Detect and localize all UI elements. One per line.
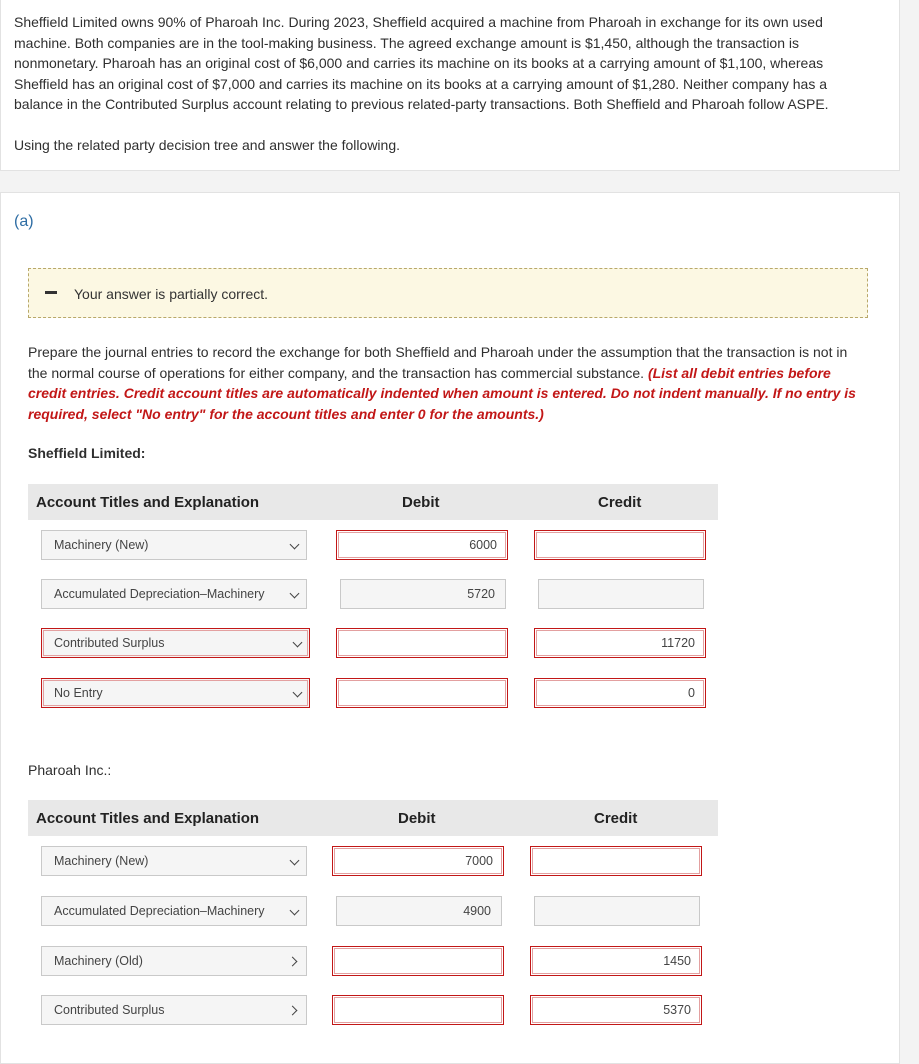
table-header [28,800,718,836]
header-credit: Credit [594,810,638,827]
chevron-right-icon [288,957,298,967]
debit-input[interactable]: 6000 [336,530,508,560]
account-select[interactable]: No Entry [41,678,310,708]
question-instructions [28,342,858,424]
chevron-down-icon [290,856,300,866]
credit-input[interactable]: 1450 [530,946,702,976]
debit-input[interactable]: 5720 [340,579,506,609]
account-select[interactable]: Accumulated Depreciation–Machinery [41,896,307,926]
header-debit: Debit [402,494,440,511]
debit-input[interactable]: 7000 [332,846,504,876]
part-label: (a) [14,213,34,230]
chevron-down-icon [290,540,300,550]
instruction-using: Using the related party decision tree and answer the following. [14,137,400,153]
table-header [28,484,718,520]
header-account: Account Titles and Explanation [36,494,260,511]
header-account: Account Titles and Explanation [36,810,260,827]
chevron-down-icon [293,688,303,698]
problem-text: Sheffield Limited owns 90% of Pharoah Inc. During 2023, Sheffield acquired a machine from Pharoah in exchange for its own used machine. Both companies are in the tool-making business. The agreed exchange amount is $1,450, although the transaction is nonmonetary. Pharoah has an original cost of $6,000 and carries its machine on its books at a carrying amount of $1,100, whereas Sheffield has an original cost of $7,000 and carries its machine on its books at a carrying amount of $1,280. Neither company has a balance in the Contributed Surplus account relating to previous related-party transactions. Both Sheffield and Pharoah follow ASPE. [14,14,829,113]
account-select[interactable]: Contributed Surplus [41,628,310,658]
account-select[interactable]: Machinery (New) [41,530,307,560]
chevron-right-icon [288,1006,298,1016]
chevron-down-icon [290,589,300,599]
chevron-down-icon [293,638,303,648]
feedback-text: Your answer is partially correct. [74,286,269,302]
credit-input[interactable] [538,579,704,609]
account-select[interactable]: Machinery (Old) [41,946,307,976]
credit-input[interactable]: 11720 [534,628,706,658]
feedback-box [28,268,868,318]
partial-correct-icon [45,291,57,294]
debit-input[interactable]: 4900 [336,896,502,926]
credit-input[interactable]: 0 [534,678,706,708]
instructions-main: Prepare the journal entries to record the exchange for both Sheffield and Pharoah under the assumption that the transaction is not in the normal course of operations for either company, and the transaction has commercial substance. [28,344,848,381]
company-label-pharoah: Pharoah Inc.: [28,762,112,778]
debit-input[interactable] [336,628,508,658]
debit-input[interactable] [336,678,508,708]
header-credit: Credit [598,494,642,511]
debit-input[interactable] [332,946,504,976]
credit-input[interactable] [530,846,702,876]
company-label-sheffield: Sheffield Limited: [28,445,146,461]
account-select[interactable]: Machinery (New) [41,846,307,876]
account-select[interactable]: Contributed Surplus [41,995,307,1025]
chevron-down-icon [290,906,300,916]
debit-input[interactable] [332,995,504,1025]
credit-input[interactable]: 5370 [530,995,702,1025]
header-debit: Debit [398,810,436,827]
credit-input[interactable] [534,896,700,926]
instructions-note: (List all debit entries before credit entries. Credit account titles are automatically indented when amount is entered. Do not indent manually. If no entry is required, select "No entry" for the account titles and enter 0 for the amounts.) [28,364,856,422]
credit-input[interactable] [534,530,706,560]
account-select[interactable]: Accumulated Depreciation–Machinery [41,579,307,609]
